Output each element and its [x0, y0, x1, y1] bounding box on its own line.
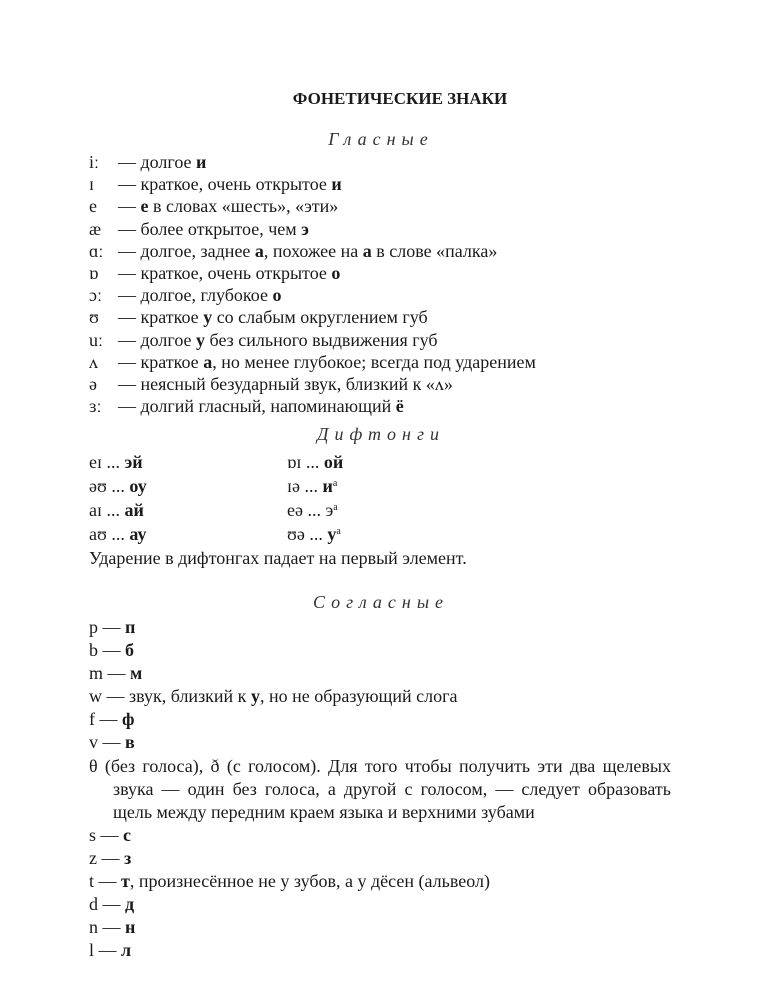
superscript: а [332, 478, 338, 489]
diphthong-row [89, 498, 671, 522]
separator: ... [302, 500, 326, 520]
text-segment: , но не образующий слога [259, 686, 458, 707]
text-segment: t — [89, 871, 122, 892]
russian-equivalent: у [327, 524, 337, 544]
text-segment: , произнесённое не у зубов, а у дёсен (альвеол) [129, 871, 490, 892]
consonant-line [89, 870, 671, 893]
ipa-symbol: əʊ [89, 476, 107, 496]
text-segment: z — [89, 847, 124, 868]
russian-equivalent: оу [129, 476, 147, 496]
bold-letter: э [301, 218, 309, 239]
text-segment: , но менее глубокое; всегда под ударением [212, 351, 536, 372]
bold-letter: т [121, 871, 130, 892]
diphthong-note: Ударение в дифтонгах падает на первый элемент. [89, 548, 467, 568]
bold-letter: м [130, 663, 143, 684]
consonant-line [89, 824, 671, 847]
vowel-line [89, 284, 671, 306]
text-segment: — краткое [118, 351, 204, 372]
ipa-symbol: æ [89, 218, 102, 239]
separator: ... [304, 524, 328, 544]
text-segment: — более открытое, чем [118, 218, 302, 239]
ipa-symbol: eə [287, 500, 303, 520]
consonant-line [89, 662, 671, 685]
consonant-line [89, 916, 671, 939]
consonant-line [89, 731, 671, 754]
ipa-symbol: ɪə [287, 476, 300, 496]
text-segment: — неясный безударный звук, близкий к «ʌ» [118, 373, 453, 394]
vowel-line [89, 240, 671, 262]
russian-equivalent: и [322, 476, 333, 496]
text-segment: v — [89, 732, 125, 753]
bold-letter: а [362, 240, 372, 261]
text-segment: d — [89, 894, 125, 915]
ipa-symbol: ɑː [89, 240, 104, 261]
diphthong-row [89, 522, 671, 546]
ipa-symbol: aɪ [89, 500, 102, 520]
separator: ... [301, 452, 324, 472]
vowels-list [89, 151, 671, 417]
ipa-symbol: ɒɪ [287, 452, 302, 472]
text-segment: — долгий гласный, напоминающий [118, 396, 396, 417]
ipa-symbol: aʊ [89, 524, 107, 544]
consonant-line [89, 616, 671, 639]
vowel-line [89, 262, 671, 284]
bold-letter: ф [122, 709, 135, 730]
ipa-symbol: ɒ [89, 262, 99, 283]
consonant-line [89, 893, 671, 916]
consonant-line [89, 847, 671, 870]
diphthong-cell [287, 476, 337, 496]
russian-equivalent: ау [129, 524, 147, 544]
separator: ... [300, 476, 323, 496]
vowel-line [89, 351, 671, 373]
text-segment: , похожее на [263, 240, 363, 261]
text-segment: w — звук, близкий к [89, 686, 251, 707]
ipa-symbol: ʊə [287, 524, 305, 544]
consonants-heading: Согласные [312, 592, 450, 612]
russian-equivalent: э [325, 500, 334, 520]
ipa-symbol: ɪ [89, 174, 95, 195]
bold-letter: у [250, 686, 260, 707]
consonant-line [89, 685, 671, 708]
separator: ... [106, 476, 130, 496]
vowel-line [89, 329, 671, 351]
vowel-line [89, 218, 671, 240]
bold-letter: а [203, 351, 213, 372]
separator: ... [106, 524, 130, 544]
consonant-line [89, 708, 671, 731]
text-segment: m — [89, 663, 131, 684]
bold-letter: ё [395, 396, 404, 417]
separator: ... [102, 452, 125, 472]
diphthong-cell [287, 500, 338, 520]
bold-letter: в [125, 732, 135, 753]
ipa-symbol: ʊ [89, 307, 99, 328]
vowel-line [89, 195, 671, 217]
bold-letter: з [124, 847, 132, 868]
bold-letter: н [125, 917, 136, 938]
superscript: а [333, 502, 338, 513]
separator: ... [102, 500, 125, 520]
vowel-line [89, 151, 671, 173]
text-segment: — [118, 196, 141, 217]
bold-letter: б [125, 640, 134, 661]
ipa-symbol: ɜː [89, 396, 102, 417]
consonant-line [89, 755, 671, 824]
bold-letter: о [272, 285, 282, 306]
bold-letter: и [196, 152, 207, 172]
consonant-line [89, 639, 671, 662]
text-segment: — краткое, очень открытое [118, 174, 332, 195]
bold-letter: а [254, 240, 264, 261]
bold-letter: и [331, 174, 342, 195]
text-segment: — долгое, заднее [118, 240, 255, 261]
text-segment: s — [89, 824, 124, 845]
vowel-line [89, 306, 671, 328]
ipa-symbol: ʌ [89, 351, 98, 372]
vowel-line [89, 373, 671, 395]
diphthong-cell [89, 498, 287, 522]
consonants-list [89, 616, 671, 962]
diphthong-cell [89, 474, 287, 498]
text-segment: l — [89, 940, 122, 961]
text-segment: — долгое [118, 152, 197, 172]
bold-letter: у [196, 329, 206, 350]
text-segment: — долгое [118, 329, 197, 350]
russian-equivalent: ай [124, 500, 144, 520]
diphthong-cell [89, 522, 287, 546]
bold-letter: е [140, 196, 149, 217]
diphthong-cell [287, 524, 341, 544]
text-segment: f — [89, 709, 122, 730]
bold-letter: д [125, 894, 135, 915]
vowels-heading: Гласные [328, 129, 434, 149]
ipa-symbol: e [89, 196, 97, 217]
diphthong-row [89, 474, 671, 498]
vowel-line [89, 395, 671, 417]
diphthong-cell [89, 450, 287, 474]
ipa-symbol: iː [89, 152, 100, 172]
consonant-line [89, 939, 671, 962]
bold-letter: п [125, 617, 136, 637]
text-segment: — долгое, глубокое [118, 285, 273, 306]
text-segment: в словах «шесть», «эти» [148, 196, 339, 217]
diphthongs-table [89, 450, 671, 570]
vowel-line [89, 173, 671, 195]
text-segment: со слабым округлением губ [212, 307, 428, 328]
diphthongs-heading: Дифтонги [317, 424, 445, 444]
text-segment: — краткое, очень открытое [118, 262, 332, 283]
text-segment: b — [89, 640, 125, 661]
bold-letter: о [331, 262, 341, 283]
text-segment: — краткое [118, 307, 204, 328]
superscript: а [336, 526, 341, 537]
diphthong-cell [287, 452, 343, 472]
text-segment: θ (без голоса), ð (с голосом). Для того чтобы получить эти два щелевых звука — один без голоса, а другой с голосом, — следует образовать щель между передним краем языка и верхними зубами [89, 755, 671, 822]
ipa-symbol: eɪ [89, 452, 102, 472]
russian-equivalent: ой [323, 452, 344, 472]
text-segment: p — [89, 617, 125, 637]
text-segment: без сильного выдвижения губ [205, 329, 438, 350]
ipa-symbol: ɔː [89, 285, 102, 306]
text-segment: в слове «палка» [371, 240, 498, 261]
ipa-symbol: uː [89, 329, 104, 350]
bold-letter: с [123, 824, 132, 845]
russian-equivalent: эй [124, 452, 143, 472]
ipa-symbol: ə [89, 373, 97, 394]
text-segment: n — [89, 917, 125, 938]
page-title: ФОНЕТИЧЕСКИЕ ЗНАКИ [292, 89, 508, 108]
diphthong-row [89, 450, 671, 474]
bold-letter: у [203, 307, 213, 328]
bold-letter: л [121, 940, 132, 961]
